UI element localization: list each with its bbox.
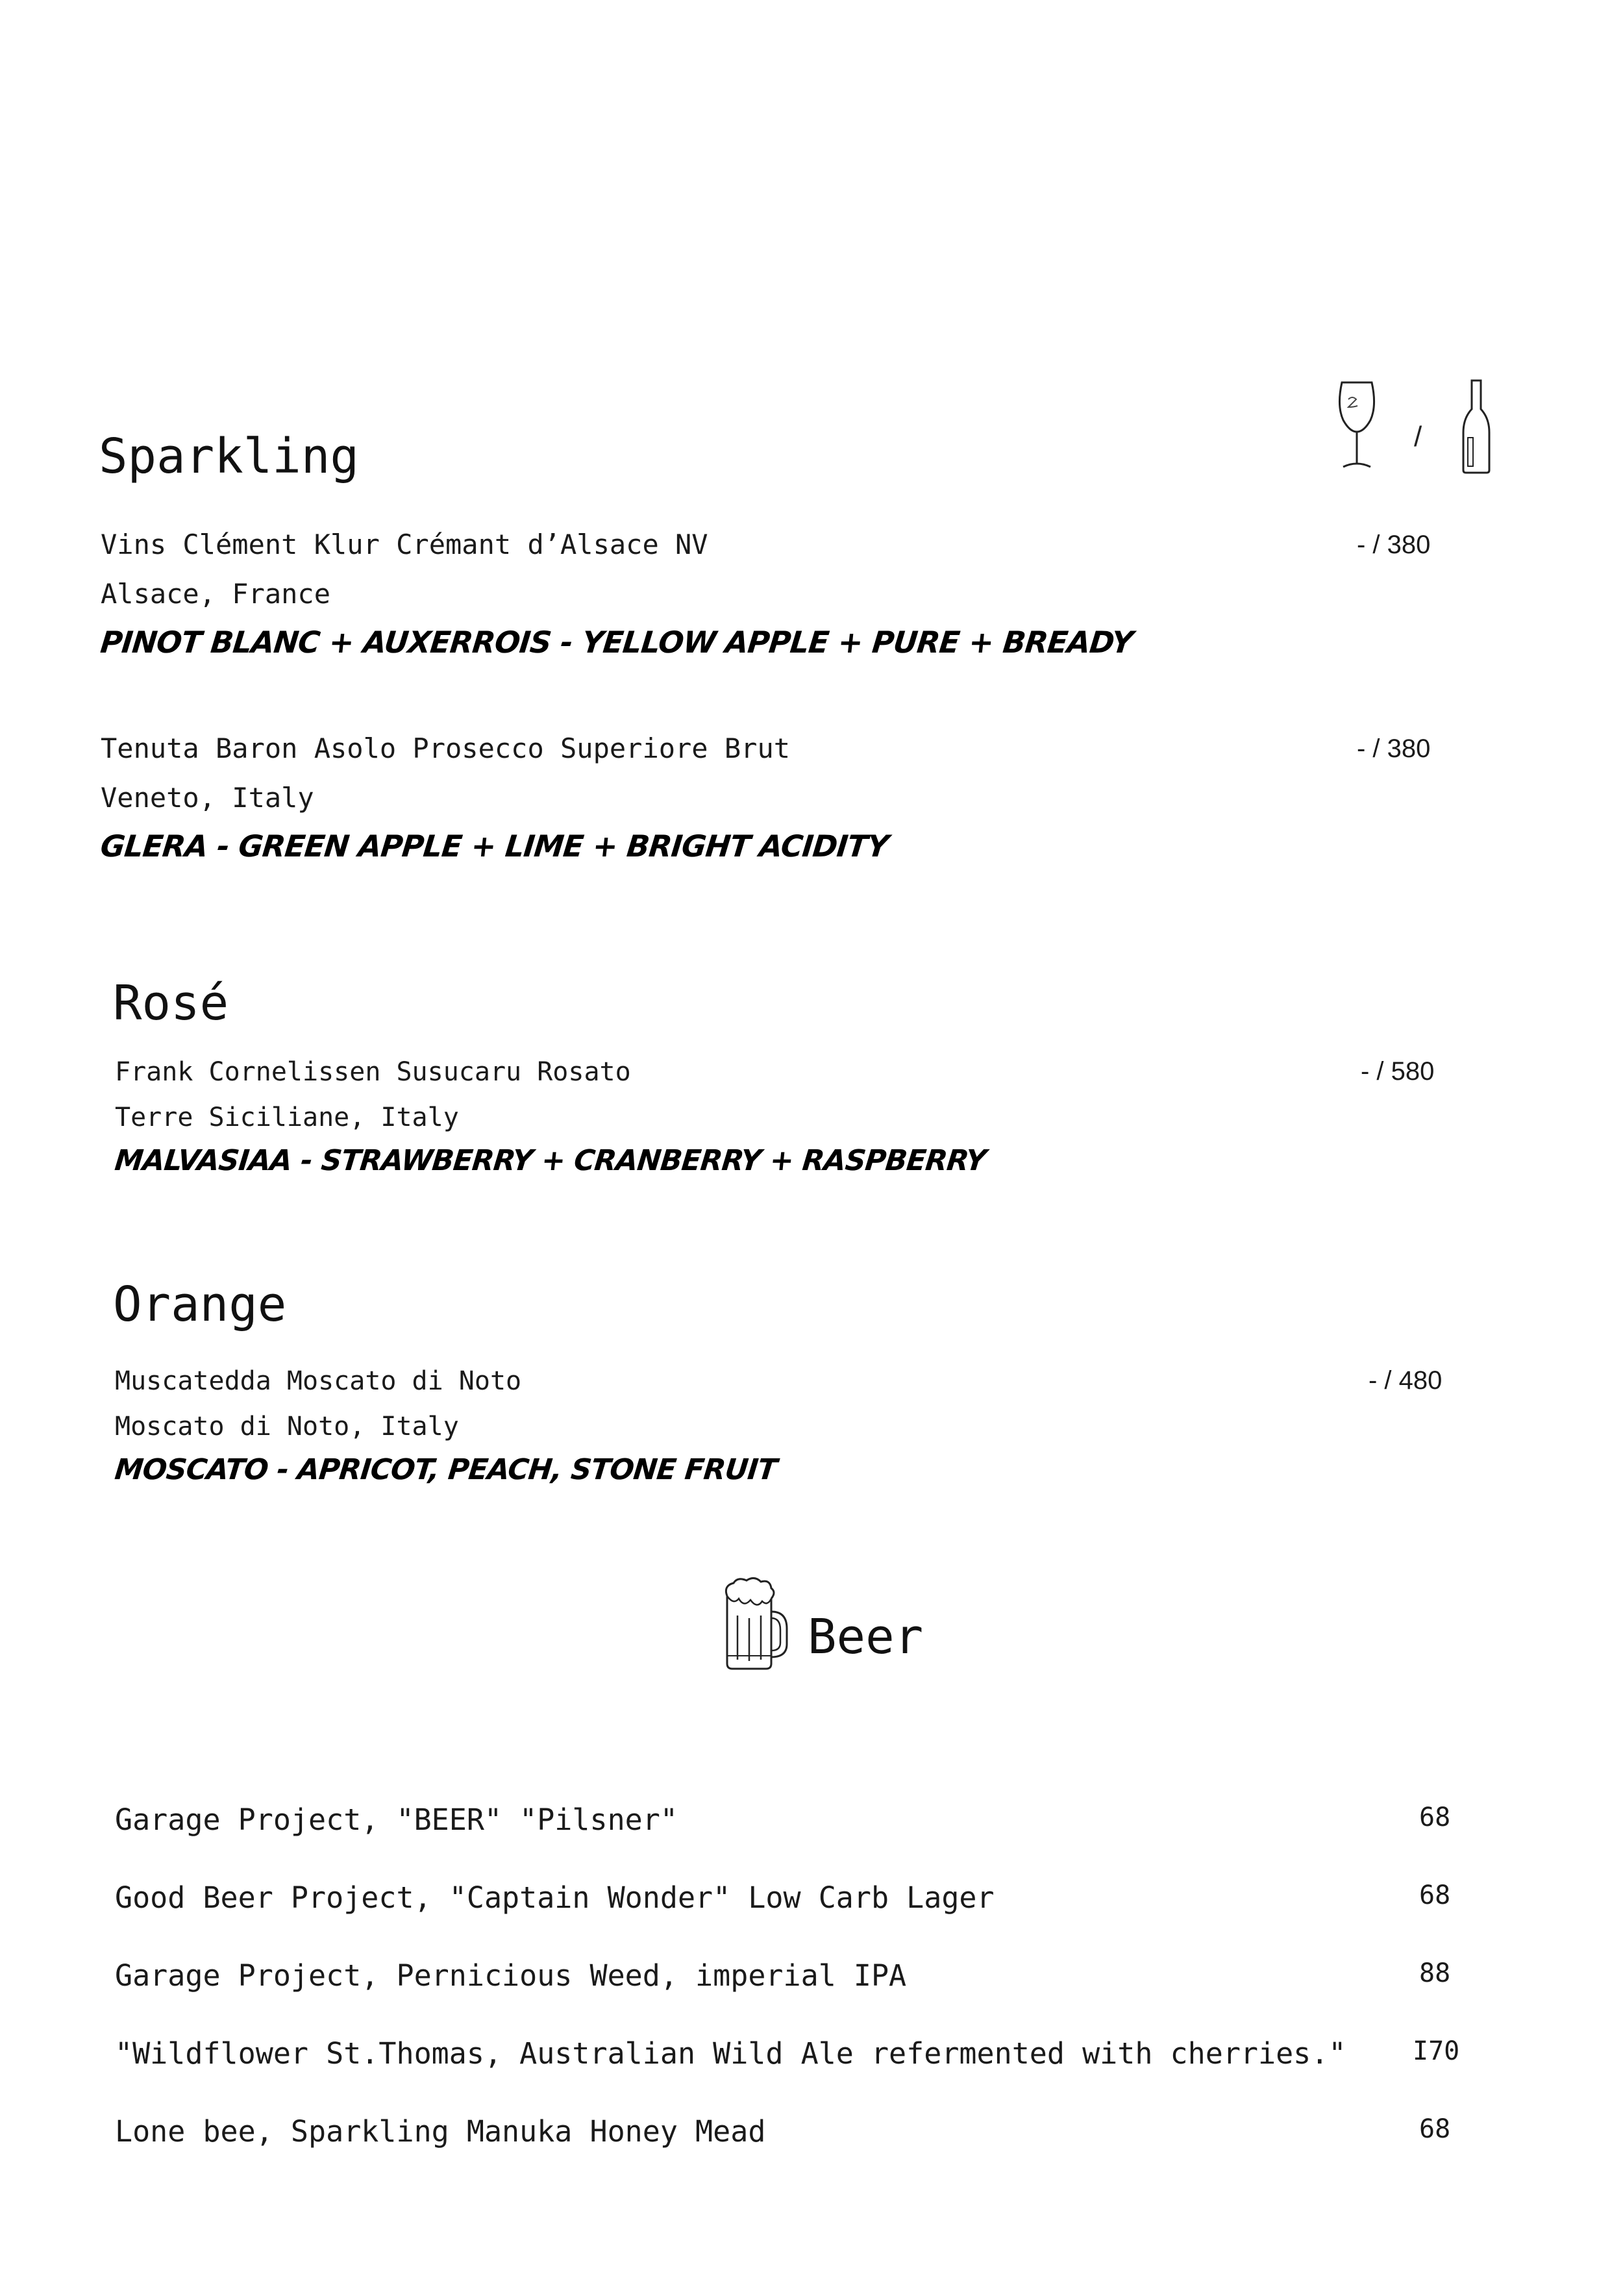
beer-name: Good Beer Project, "Captain Wonder" Low Carb Lager [115, 1880, 995, 1915]
wine-tasting-notes: MALVASIAA - STRAWBERRY + CRANBERRY + RASPBERRY [113, 1144, 987, 1177]
wine-region: Moscato di Noto, Italy [115, 1412, 459, 1441]
wine-region: Veneto, Italy [101, 782, 314, 814]
beer-price: 68 [1419, 1803, 1451, 1832]
wine-price: - / 580 [1361, 1057, 1435, 1086]
wine-tasting-notes: MOSCATO - APRICOT, PEACH, STONE FRUIT [113, 1453, 778, 1486]
wine-tasting-notes: GLERA - GREEN APPLE + LIME + BRIGHT ACIDITY [99, 829, 890, 864]
wine-tasting-notes: PINOT BLANC + AUXERROIS - YELLOW APPLE + PURE + BREADY [99, 625, 1135, 660]
wine-price: - / 380 [1357, 530, 1431, 559]
glass-bottle-separator: / [1414, 421, 1422, 453]
beer-price: 68 [1419, 1880, 1451, 1910]
beer-name: "Wildflower St.Thomas, Australian Wild Ale refermented with cherries." [115, 2036, 1346, 2071]
section-title-sparkling: Sparkling [99, 429, 359, 484]
wine-price: - / 380 [1357, 734, 1431, 763]
wine-bottle-icon [1459, 378, 1493, 475]
beer-name: Garage Project, Pernicious Weed, imperial IPA [115, 1958, 907, 1993]
wine-name: Muscatedda Moscato di Noto [115, 1366, 522, 1396]
wine-name: Vins Clément Klur Crémant d’Alsace NV [101, 529, 708, 560]
wine-price: - / 480 [1369, 1366, 1443, 1395]
beer-name: Garage Project, "BEER" "Pilsner" [115, 1803, 678, 1837]
wine-region: Terre Siciliane, Italy [115, 1103, 459, 1132]
beer-price: 68 [1419, 2114, 1451, 2144]
wine-name: Tenuta Baron Asolo Prosecco Superiore Brut [101, 732, 791, 764]
wine-name: Frank Cornelissen Susucaru Rosato [115, 1057, 631, 1087]
beer-mug-icon [721, 1577, 789, 1673]
wine-glass-icon [1334, 380, 1380, 471]
wine-region: Alsace, France [101, 578, 331, 610]
beer-price: 88 [1419, 1958, 1451, 1988]
beer-price: I70 [1413, 2036, 1460, 2066]
section-title-orange: Orange [113, 1277, 287, 1332]
section-title-beer: Beer [808, 1609, 924, 1665]
section-title-rose: Rosé [113, 975, 229, 1031]
beer-name: Lone bee, Sparkling Manuka Honey Mead [115, 2114, 766, 2149]
